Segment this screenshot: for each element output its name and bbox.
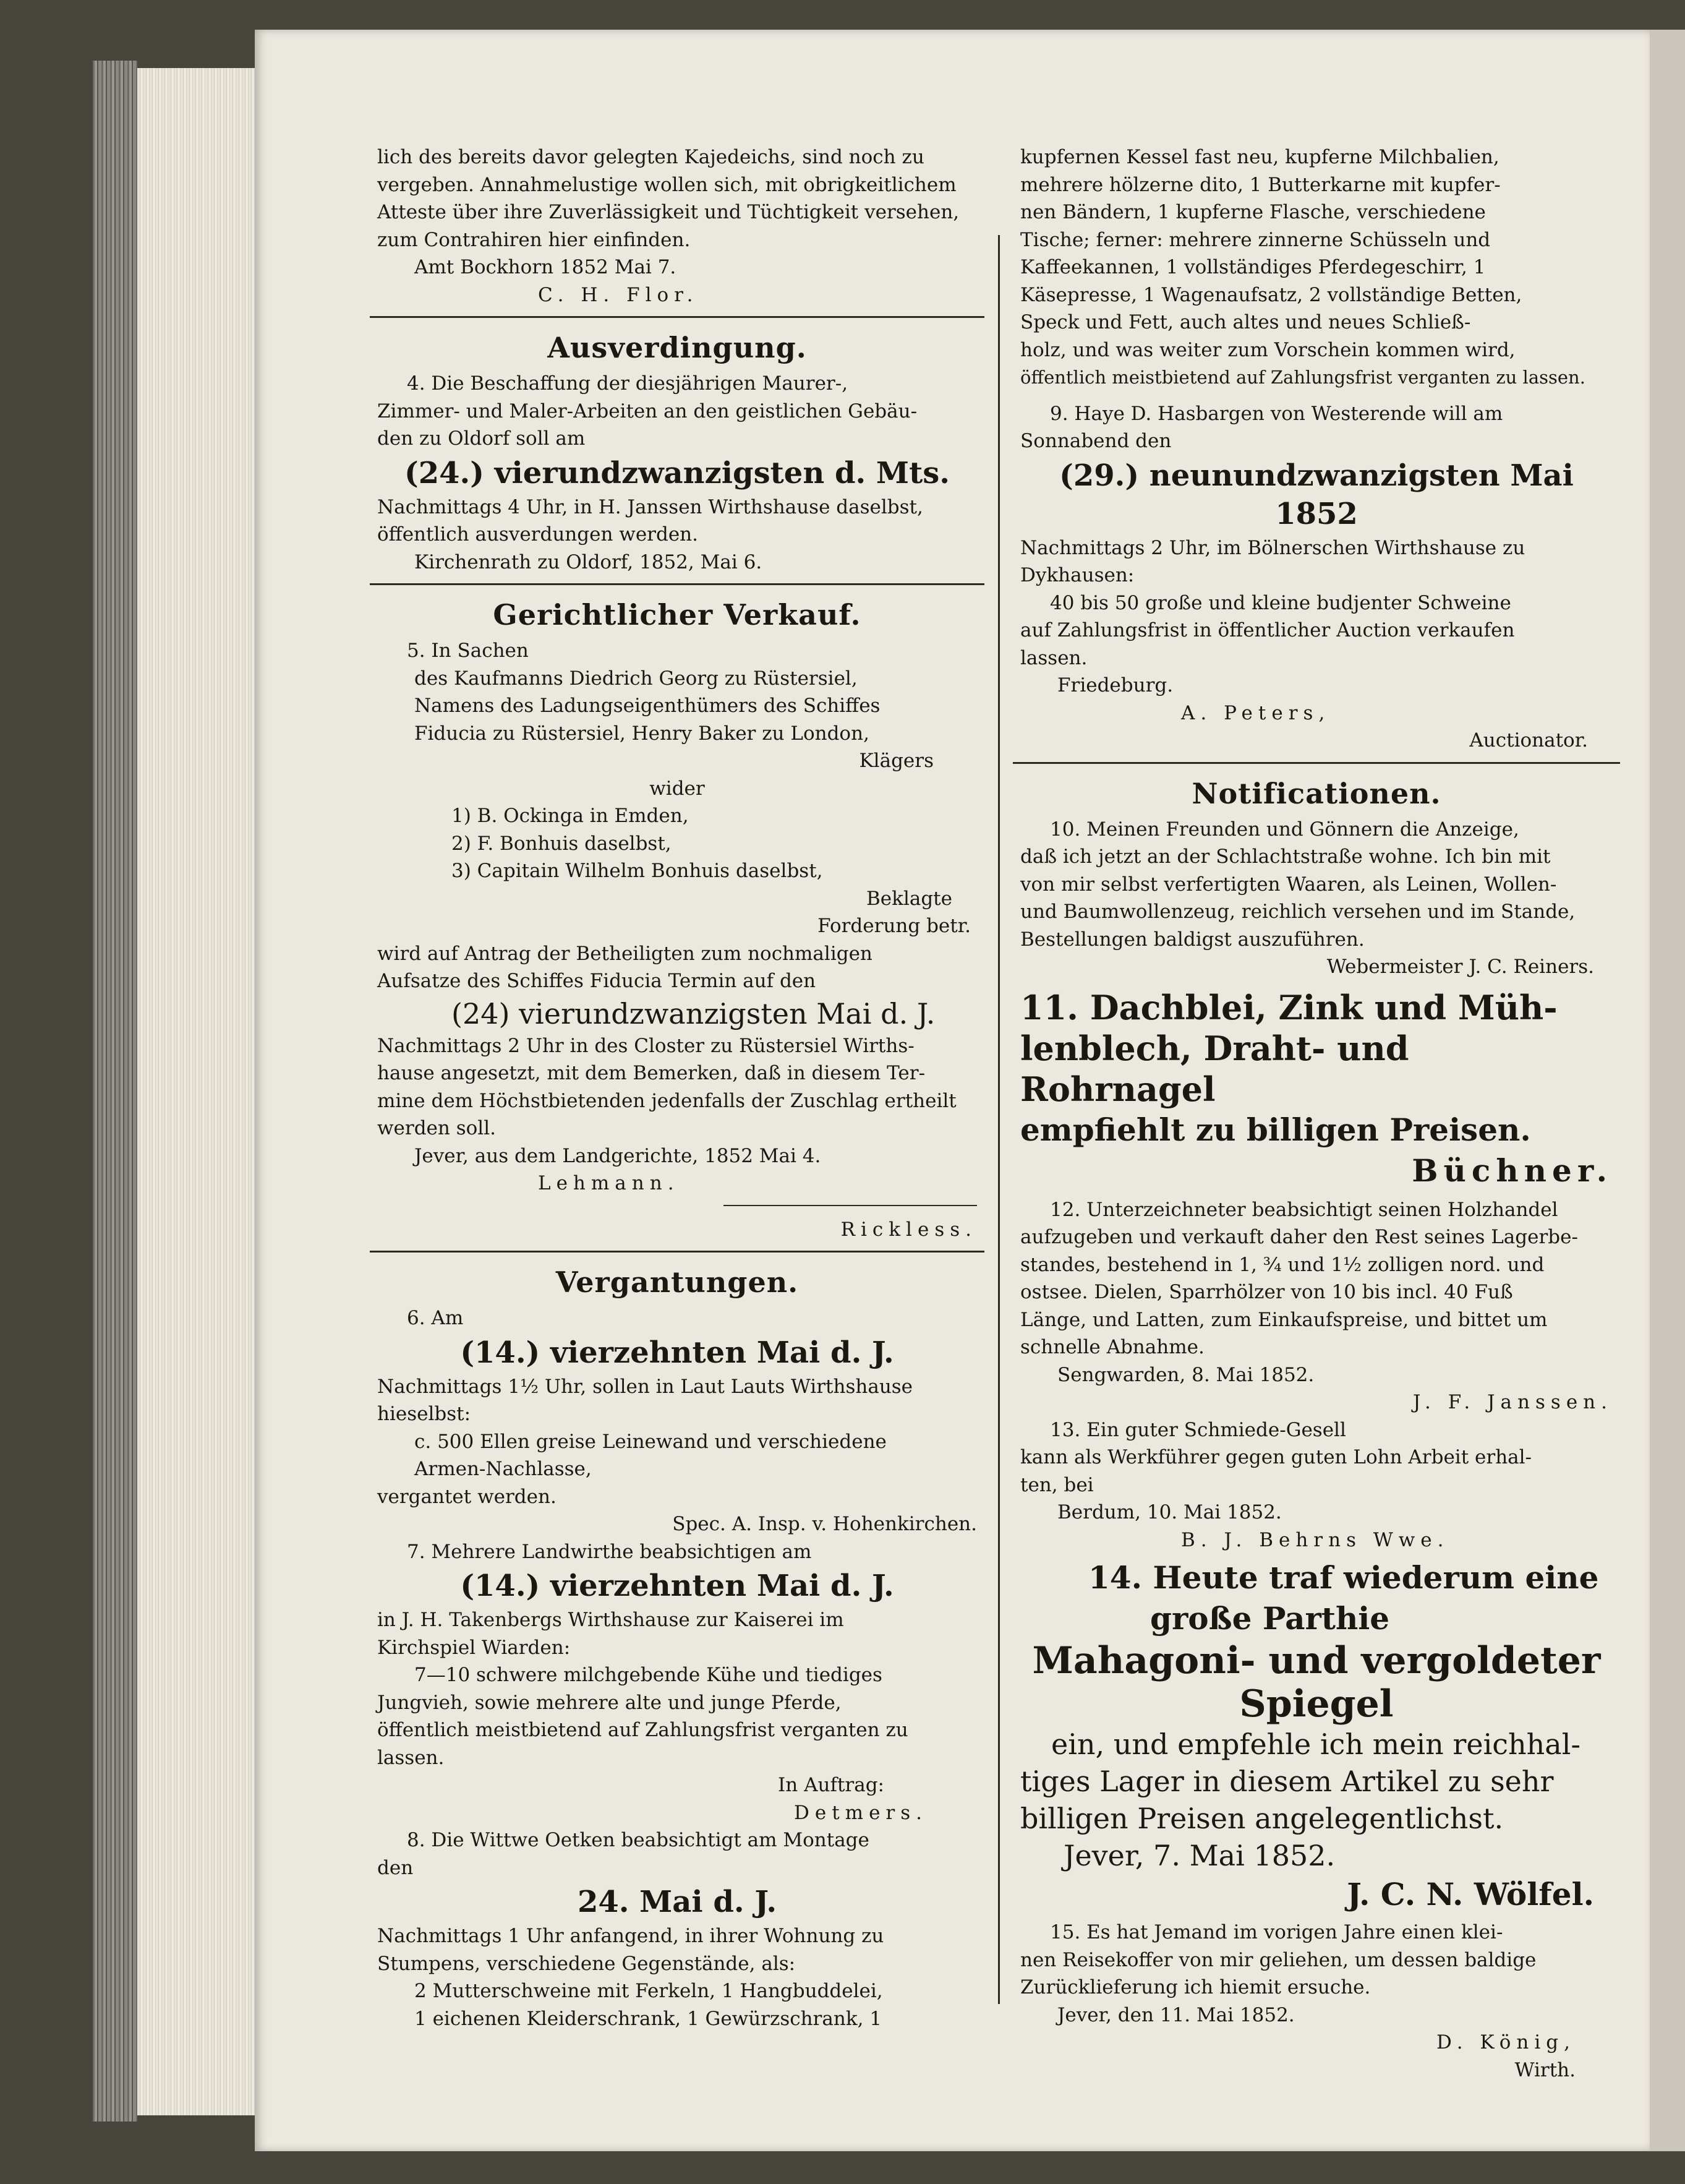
text-line: vergantet werden.: [377, 1485, 557, 1508]
place-date: Jever, 7. Mai 1852.: [1064, 1839, 1336, 1872]
text-line: öffentlich meistbietend auf Zahlungsfrist verganten zu lassen.: [1020, 367, 1585, 388]
text-line: in J. H. Takenbergs Wirthshause zur Kaiserei im: [377, 1609, 844, 1631]
text-line: lassen.: [377, 1746, 445, 1769]
section-heading: Ausverdingung.: [547, 331, 807, 364]
place-date: Berdum, 10. Mai 1852.: [1057, 1501, 1282, 1523]
text-line: hause angesetzt, mit dem Bemerken, daß in diesem Ter-: [377, 1062, 926, 1084]
text-line: wider: [649, 777, 705, 800]
text-line: Kaffeekannen, 1 vollständiges Pferdegeschirr, 1: [1020, 256, 1486, 278]
signature: Detmers.: [794, 1801, 928, 1824]
signature: Rickless.: [840, 1218, 977, 1241]
ausverdingung-section: [377, 328, 977, 576]
vergantungen-section: [377, 1262, 977, 2032]
text-line: 4. Die Beschaffung der diesjährigen Maurer-,: [407, 372, 848, 395]
signature: Büchner.: [1412, 1152, 1613, 1189]
text-line: auf Zahlungsfrist in öffentlicher Auction verkaufen: [1020, 619, 1515, 641]
text-line: zum Contrahiren hier einfinden.: [377, 228, 691, 251]
section-heading: Notificationen.: [1192, 776, 1441, 810]
event-date: (14.) vierzehnten Mai d. J.: [460, 1569, 894, 1603]
signature: J. F. Janssen.: [1413, 1391, 1613, 1413]
text-line: Nachmittags 2 Uhr, im Bölnerschen Wirthshause zu: [1020, 536, 1525, 559]
text-line: c. 500 Ellen greise Leinewand und verschiedene: [414, 1430, 887, 1453]
signature-role: Wirth.: [1514, 2058, 1576, 2081]
place-date: Friedeburg.: [1057, 674, 1174, 696]
text-line: Tische; ferner: mehrere zinnerne Schüsseln und: [1020, 228, 1491, 251]
text-line: 7—10 schwere milchgebende Kühe und tiediges: [414, 1664, 882, 1686]
text-line: den zu Oldorf soll am: [377, 427, 586, 450]
section-heading: Vergantungen.: [555, 1265, 799, 1299]
text-line: Namens des Ladungseigenthümers des Schiffes: [414, 695, 881, 717]
text-line: 5. In Sachen: [407, 640, 529, 662]
text-line: 7. Mehrere Landwirthe beabsichtigen am: [407, 1540, 812, 1563]
text-line: 6. Am: [407, 1307, 464, 1329]
ad-line: 14. Heute traf wiederum eine: [1088, 1559, 1599, 1596]
text-line: Nachmittags 1 Uhr anfangend, in ihrer Wohnung zu: [377, 1925, 884, 1947]
text-line: Nachmittags 1½ Uhr, sollen in Laut Lauts Wirthshause: [377, 1375, 913, 1398]
text-line: Fiducia zu Rüstersiel, Henry Baker zu London,: [414, 722, 869, 745]
signature-role: Auctionator.: [1469, 729, 1588, 752]
continued-notice: [377, 143, 977, 309]
signature-rule: [723, 1205, 977, 1206]
text-line: Zimmer- und Maler-Arbeiten an den geistlichen Gebäu-: [377, 400, 918, 422]
text-line: Länge, und Latten, zum Einkaufspreise, und bittet um: [1020, 1308, 1548, 1331]
section-rule: [370, 316, 984, 318]
text-line: öffentlich ausverdungen werden.: [377, 523, 698, 546]
continued-goods: [1020, 143, 1613, 392]
text-line: Klägers: [859, 750, 934, 772]
text-line: den: [377, 1856, 414, 1879]
ad-line: ein, und empfehle ich mein reichhal-: [1051, 1728, 1580, 1761]
signature: C. H. Flor.: [538, 283, 699, 306]
signature: A. Peters,: [1181, 701, 1331, 724]
text-line: In Auftrag:: [778, 1774, 884, 1796]
text-line: Jungvieh, sowie mehrere alte und junge Pferde,: [377, 1691, 842, 1714]
right-column: [1020, 143, 1613, 2084]
text-line: Atteste über ihre Zuverlässigkeit und Tüchtigkeit versehen,: [377, 201, 960, 223]
text-line: holz, und was weiter zum Vorschein kommen wird,: [1020, 338, 1516, 361]
defendant-item: 3) Capitain Wilhelm Bonhuis daselbst,: [451, 860, 823, 882]
place-date: Sengwarden, 8. Mai 1852.: [1057, 1363, 1315, 1386]
text-line: Forderung betr.: [817, 915, 971, 937]
ad-line: tiges Lager in diesem Artikel zu sehr: [1020, 1765, 1554, 1798]
text-line: Armen-Nachlasse,: [414, 1458, 592, 1480]
text-line: nen Bändern, 1 kupferne Flasche, verschiedene: [1020, 201, 1486, 223]
signature: Lehmann.: [538, 1172, 680, 1194]
text-line: mehrere hölzerne dito, 1 Butterkarne mit kupfer-: [1020, 173, 1501, 196]
text-line: ten, bei: [1020, 1473, 1094, 1496]
text-line: Beklagte: [866, 887, 952, 910]
place-date: Amt Bockhorn 1852 Mai 7.: [414, 256, 676, 278]
page-stack-edge: [137, 68, 255, 2115]
text-line: Bestellungen baldigst auszuführen.: [1020, 928, 1365, 951]
text-line: 12. Unterzeichneter beabsichtigt seinen Holzhandel: [1050, 1198, 1558, 1221]
text-line: kann als Werkführer gegen guten Lohn Arbeit erhal-: [1020, 1446, 1532, 1468]
signature: D. König,: [1436, 2031, 1576, 2053]
text-line: werden soll.: [377, 1117, 496, 1139]
section-heading: Gerichtlicher Verkauf.: [493, 598, 861, 632]
text-line: lich des bereits davor gelegten Kajedeichs, sind noch zu: [377, 146, 924, 168]
event-date: (14.) vierzehnten Mai d. J.: [460, 1335, 894, 1370]
text-line: vergeben. Annahmelustige wollen sich, mit obrigkeitlichem: [377, 173, 957, 196]
text-line: 10. Meinen Freunden und Gönnern die Anzeige,: [1050, 818, 1519, 841]
left-column: [377, 143, 977, 2032]
section-rule: [1013, 762, 1620, 764]
text-line: des Kaufmanns Diedrich Georg zu Rüstersiel,: [414, 667, 858, 690]
text-line: Sonnabend den: [1020, 430, 1172, 452]
text-line: und Baumwollenzeug, reichlich versehen und im Stande,: [1020, 901, 1576, 923]
ad-line: lenblech, Draht- und Rohrnagel: [1020, 1028, 1409, 1109]
ad-line: empfiehlt zu billigen Preisen.: [1020, 1111, 1531, 1148]
event-date: (24) vierundzwanzigsten Mai d. J.: [451, 996, 936, 1030]
defendant-item: 2) F. Bonhuis daselbst,: [451, 832, 672, 855]
notifications-section: [1020, 774, 1613, 2084]
ad-line: billigen Preisen angelegentlichst.: [1020, 1802, 1504, 1835]
ad-headline: Spiegel: [1239, 1682, 1394, 1726]
text-line: daß ich jetzt an der Schlachtstraße wohne. Ich bin mit: [1020, 846, 1551, 868]
text-line: wird auf Antrag der Betheiligten zum nochmaligen: [377, 942, 872, 965]
facing-page-edge: [1650, 30, 1685, 2151]
column-divider: [998, 235, 1000, 2004]
text-line: Aufsatze des Schiffes Fiducia Termin auf den: [377, 970, 816, 992]
ad-line: 11. Dachblei, Zink und Müh-: [1020, 987, 1558, 1027]
place-date: Jever, aus dem Landgerichte, 1852 Mai 4.: [414, 1144, 821, 1167]
text-line: 9. Haye D. Hasbargen von Westerende will am: [1050, 402, 1503, 425]
text-line: schnelle Abnahme.: [1020, 1336, 1205, 1358]
section-rule: [370, 1251, 984, 1253]
event-date: (29.) neunundzwanzigsten Mai 1852: [1059, 458, 1574, 531]
signature: J. C. N. Wölfel.: [1347, 1876, 1594, 1912]
text-line: lassen.: [1020, 646, 1088, 669]
ad-headline: Mahagoni- und vergoldeter: [1032, 1639, 1601, 1682]
defendant-item: 1) B. Ockinga in Emden,: [451, 805, 689, 827]
text-line: Kirchspiel Wiarden:: [377, 1636, 571, 1659]
text-line: 8. Die Wittwe Oetken beabsichtigt am Montage: [407, 1829, 869, 1851]
section-rule: [370, 583, 984, 585]
text-line: Nachmittags 4 Uhr, in H. Janssen Wirthshause daselbst,: [377, 495, 923, 518]
place-date: Jever, den 11. Mai 1852.: [1057, 2003, 1295, 2026]
signature: Webermeister J. C. Reiners.: [1326, 956, 1594, 978]
text-line: aufzugeben und verkauft daher den Rest seines Lagerbe-: [1020, 1226, 1578, 1248]
signature: Spec. A. Insp. v. Hohenkirchen.: [672, 1513, 977, 1535]
text-line: kupfernen Kessel fast neu, kupferne Milchbalien,: [1020, 146, 1499, 168]
ad-line: große Parthie: [1150, 1600, 1390, 1637]
book-binding: [93, 61, 137, 2122]
text-line: 2 Mutterschweine mit Ferkeln, 1 Hangbuddelei,: [414, 1980, 883, 2002]
text-line: nen Reisekoffer von mir geliehen, um dessen baldige: [1020, 1948, 1537, 1971]
text-line: Nachmittags 2 Uhr in des Closter zu Rüstersiel Wirths-: [377, 1034, 915, 1057]
text-line: Zurücklieferung ich hiemit ersuche.: [1020, 1976, 1371, 1998]
text-line: öffentlich meistbietend auf Zahlungsfrist verganten zu: [377, 1719, 908, 1741]
event-date: (24.) vierundzwanzigsten d. Mts.: [404, 455, 950, 490]
text-line: Speck und Fett, auch altes und neues Schließ-: [1020, 311, 1471, 333]
event-date: 24. Mai d. J.: [577, 1885, 777, 1919]
text-line: hieselbst:: [377, 1403, 471, 1425]
text-line: Käsepresse, 1 Wagenaufsatz, 2 vollständige Betten,: [1020, 283, 1522, 306]
text-line: standes, bestehend in 1, ¾ und 1½ zolligen nord. und: [1020, 1253, 1545, 1276]
text-line: 40 bis 50 große und kleine budjenter Schweine: [1050, 591, 1511, 614]
text-line: Dykhausen:: [1020, 564, 1135, 586]
signature: Kirchenrath zu Oldorf, 1852, Mai 6.: [414, 550, 762, 573]
text-line: ostsee. Dielen, Sparrhölzer von 10 bis incl. 40 Fuß: [1020, 1281, 1513, 1303]
item-9: [1020, 400, 1613, 755]
signature: B. J. Behrns Wwe.: [1181, 1528, 1449, 1551]
verkauf-section: [377, 595, 977, 1243]
text-line: von mir selbst verfertigten Waaren, als Leinen, Wollen-: [1020, 873, 1557, 896]
text-line: 1 eichenen Kleiderschrank, 1 Gewürzschrank, 1: [414, 2007, 882, 2030]
text-line: 15. Es hat Jemand im vorigen Jahre einen klei-: [1050, 1921, 1503, 1943]
text-line: 13. Ein guter Schmiede-Gesell: [1050, 1418, 1346, 1441]
text-line: mine dem Höchstbietenden jedenfalls der Zuschlag ertheilt: [377, 1089, 957, 1112]
text-line: Stumpens, verschiedene Gegenstände, als:: [377, 1952, 796, 1975]
